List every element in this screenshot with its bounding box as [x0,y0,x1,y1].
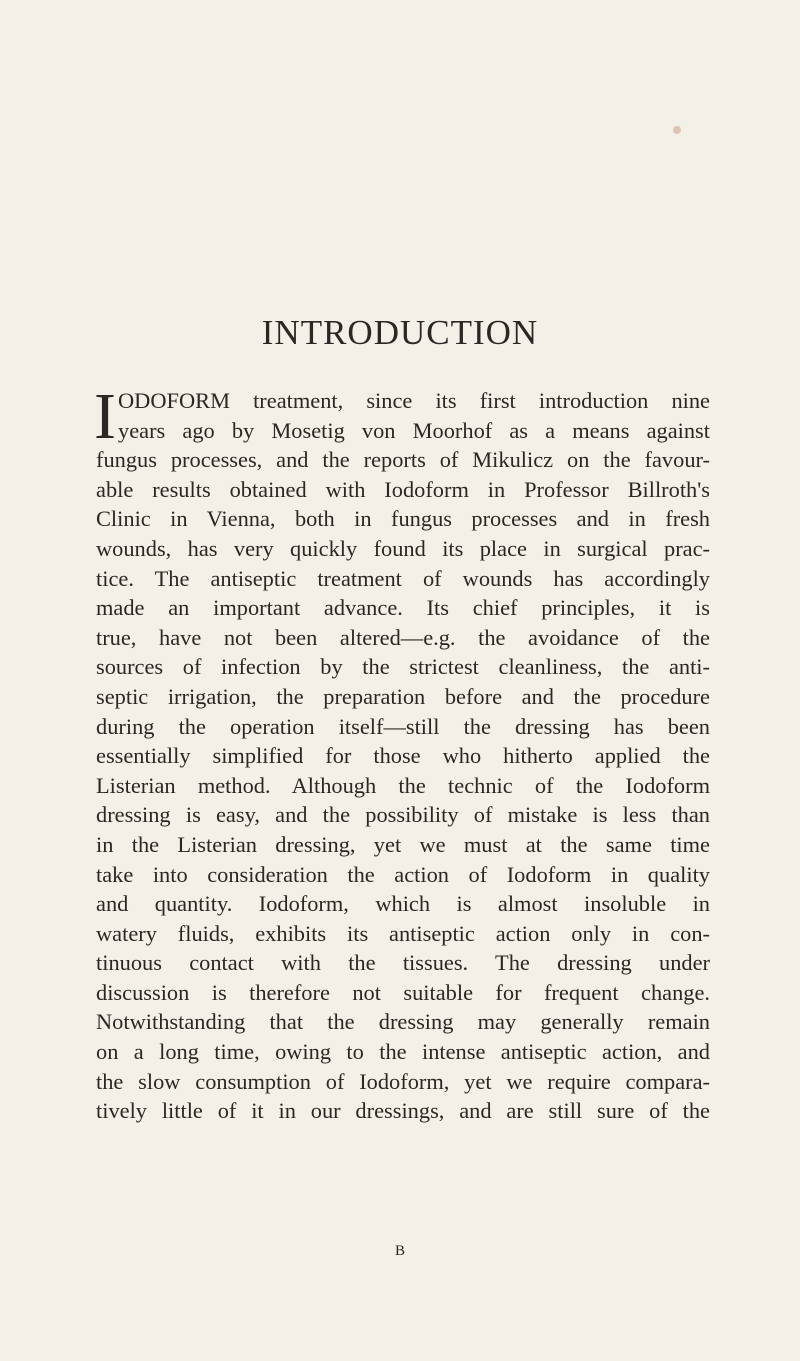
body-text [94,380,710,1126]
text-line: tinuous contact with the tissues. The dressing under [96,950,710,976]
text-line: discussion is therefore not suitable for frequent change. [96,979,710,1005]
text-line: Clinic in Vienna, both in fungus processes and in fresh [96,506,710,532]
text-line: able results obtained with Iodoform in Professor Billroth's [96,476,710,502]
text-line: Notwithstanding that the dressing may generally remain [96,1009,710,1035]
text-line: ODOFORM treatment, since its first introduction nine [118,388,710,413]
text-line: sources of infection by the strictest cleanliness, the anti- [96,654,710,680]
signature-mark: B [394,1243,405,1259]
page-title: INTRODUCTION [261,313,539,352]
text-line: dressing is easy, and the possibility of mistake is less than [96,802,710,828]
text-line: and quantity. Iodoform, which is almost insoluble in [96,891,710,917]
text-line: take into consideration the action of Iodoform in quality [96,861,710,887]
text-line: fungus processes, and the reports of Mikulicz on the favour- [96,447,710,473]
text-line: in the Listerian dressing, yet we must at the same time [96,831,710,857]
text-line: during the operation itself—still the dressing has been [96,713,710,739]
text-line: septic irrigation, the preparation before and the procedure [96,683,710,709]
text-line: on a long time, owing to the intense antiseptic action, and [96,1039,710,1065]
paper-speck [673,126,681,134]
text-line: years ago by Mosetig von Moorhof as a means against [118,417,710,443]
text-line: watery fluids, exhibits its antiseptic action only in con- [96,920,710,946]
text-line: Listerian method. Although the technic of the Iodoform [96,772,710,798]
text-line: wounds, has very quickly found its place in surgical prac- [96,535,710,561]
drop-cap: I [94,380,116,453]
text-line: made an important advance. Its chief principles, it is [96,595,710,621]
text-line: the slow consumption of Iodoform, yet we require compara- [96,1068,710,1094]
text-line: essentially simplified for those who hitherto applied the [96,743,710,769]
text-line: tice. The antiseptic treatment of wounds has accordingly [96,565,710,591]
text-line: true, have not been altered—e.g. the avoidance of the [96,624,710,650]
text-line: tively little of it in our dressings, and are still sure of the [96,1098,710,1124]
